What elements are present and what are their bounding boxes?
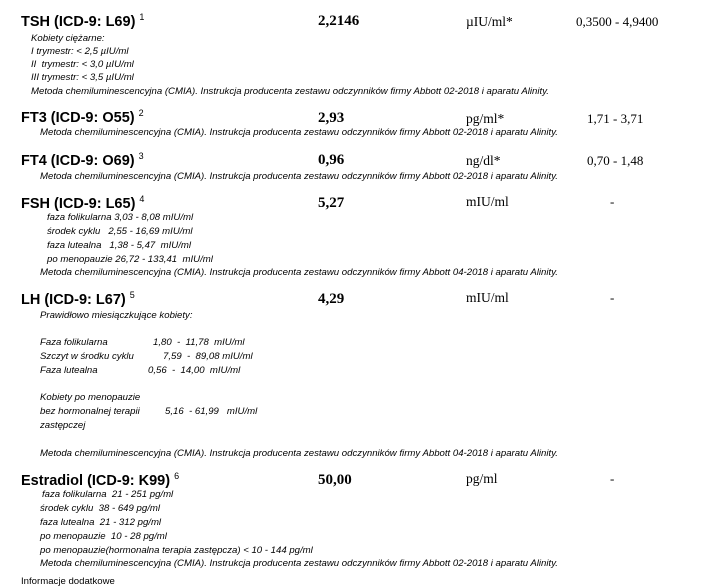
lh-menopause-label: Kobiety po menopauzie	[40, 392, 141, 403]
note-line: faza folikularna 21 - 251 pg/ml	[42, 489, 174, 500]
reference-range-fsh: -	[610, 194, 615, 209]
result-value-ft4: 0,96	[318, 152, 345, 168]
method-note-fsh: Metoda chemiluminescencyjna (CMIA). Instrukcja producenta zestawu odczynników firmy Abbott 04-2018 i aparatu Alinity.	[40, 267, 558, 278]
footnote-marker: 5	[129, 290, 135, 300]
footnote-marker: 6	[174, 471, 180, 481]
test-name-ft3: FT3 (ICD-9: O55) $^2$	[21, 108, 144, 126]
note-line: II trymestr: < 3,0 µIU/ml	[31, 59, 134, 70]
note-line: III trymestr: < 3,5 µIU/ml	[31, 72, 134, 83]
note-line: faza folikularna 3,03 - 8,08 mIU/ml	[47, 212, 194, 223]
lh-phase-range: 7,59 - 89,08 mIU/ml	[163, 351, 253, 362]
result-value-tsh: 2,2146	[318, 13, 360, 29]
test-name-lh: LH (ICD-9: L67) $^5$	[21, 290, 135, 308]
result-unit-estradiol: pg/ml	[466, 471, 498, 486]
footnote-marker: 4	[139, 194, 145, 204]
lh-menopause-label: bez hormonalnej terapii	[40, 406, 140, 417]
note-line: środek cyklu 38 - 649 pg/ml	[40, 503, 160, 514]
lh-phase-label: Faza folikularna	[40, 337, 108, 348]
note-line: po menopauzie(hormonalna terapia zastępcza) < 10 - 144 pg/ml	[40, 545, 313, 556]
lh-phase-label: Faza lutealna	[40, 365, 98, 376]
note-line: po menopauzie 26,72 - 133,41 mIU/ml	[47, 254, 213, 265]
reference-range-estradiol: -	[610, 471, 615, 486]
result-value-estradiol: 50,00	[318, 472, 352, 488]
note-line: faza lutealna 21 - 312 pg/ml	[40, 517, 162, 528]
result-value-ft3: 2,93	[318, 110, 345, 126]
reference-range-lh: -	[610, 290, 615, 305]
result-unit-ft3: pg/ml*	[466, 111, 505, 126]
result-unit-tsh: µIU/ml*	[466, 14, 513, 29]
result-unit-ft4: ng/dl*	[466, 153, 501, 168]
method-note-lh: Metoda chemiluminescencyjna (CMIA). Instrukcja producenta zestawu odczynników firmy Abbott 04-2018 i aparatu Alinity.	[40, 448, 558, 459]
note-line: faza lutealna 1,38 - 5,47 mIU/ml	[47, 240, 191, 251]
note-line: środek cyklu 2,55 - 16,69 mIU/ml	[47, 226, 193, 237]
footnote-marker: 1	[139, 12, 145, 22]
method-note-ft4: Metoda chemiluminescencyjna (CMIA). Instrukcja producenta zestawu odczynników firmy Abbott 02-2018 i aparatu Alinity.	[40, 171, 558, 182]
note-line: po menopauzie 10 - 28 pg/ml	[40, 531, 167, 542]
result-unit-lh: mIU/ml	[466, 290, 509, 305]
reference-range-tsh: 0,3500 - 4,9400	[576, 14, 659, 29]
lh-menopause-label: zastępczej	[40, 420, 86, 431]
reference-range-ft3: 1,71 - 3,71	[587, 111, 644, 126]
lh-phase-range: 0,56 - 14,00 mIU/ml	[148, 365, 241, 376]
result-value-lh: 4,29	[318, 291, 345, 307]
note-line: I trymestr: < 2,5 µIU/ml	[31, 46, 129, 57]
lh-phase-range: 1,80 - 11,78 mIU/ml	[153, 337, 245, 348]
test-name-ft4: FT4 (ICD-9: O69) $^3$	[21, 151, 144, 169]
additional-info-heading: Informacje dodatkowe	[21, 576, 115, 587]
note-line: Kobiety ciężarne:	[31, 33, 105, 44]
result-value-fsh: 5,27	[318, 195, 345, 211]
lh-phase-label: Szczyt w środku cyklu	[40, 351, 134, 362]
reference-range-ft4: 0,70 - 1,48	[587, 153, 644, 168]
test-name-estradiol: Estradiol (ICD-9: K99) $^6$	[21, 471, 180, 489]
result-unit-fsh: mIU/ml	[466, 194, 509, 209]
footnote-marker: 3	[138, 151, 144, 161]
footnote-marker: 2	[138, 108, 144, 118]
lh-intro: Prawidłowo miesiączkujące kobiety:	[40, 310, 193, 321]
method-note-ft3: Metoda chemiluminescencyjna (CMIA). Instrukcja producenta zestawu odczynników firmy Abbott 02-2018 i aparatu Alinity.	[40, 127, 558, 138]
test-name-tsh: TSH (ICD-9: L69) $^1$	[21, 12, 145, 30]
method-note-tsh: Metoda chemiluminescencyjna (CMIA). Instrukcja producenta zestawu odczynników firmy Abbott 02-2018 i aparatu Alinity.	[31, 86, 549, 97]
lh-menopause-range: 5,16 - 61,99 mIU/ml	[165, 406, 258, 417]
test-name-fsh: FSH (ICD-9: L65) $^4$	[21, 194, 145, 212]
method-note-estradiol: Metoda chemiluminescencyjna (CMIA). Instrukcja producenta zestawu odczynników firmy Abbott 02-2018 i aparatu Alinity.	[40, 558, 558, 569]
